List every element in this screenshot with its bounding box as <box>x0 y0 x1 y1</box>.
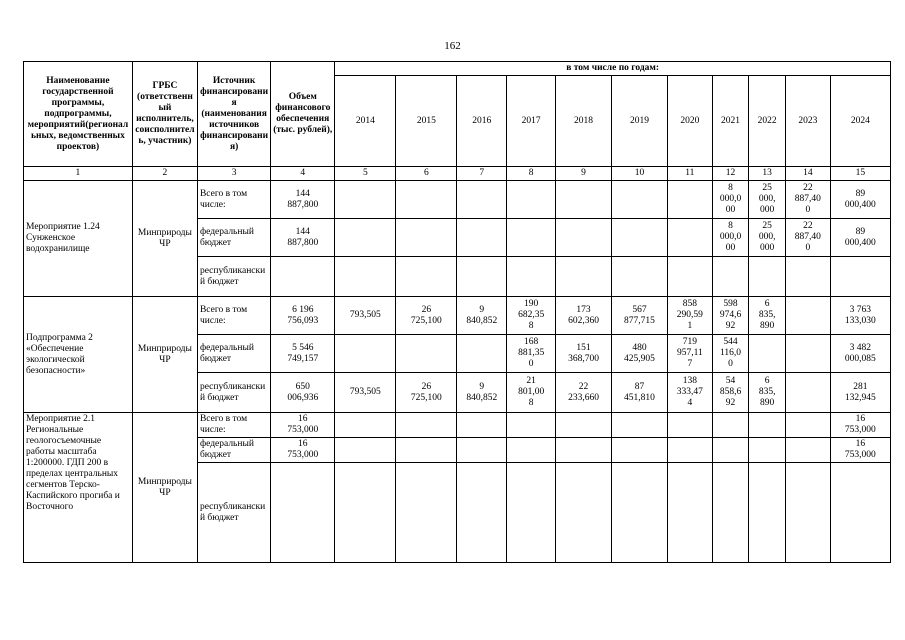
year-amount-cell <box>667 413 712 438</box>
year-amount-cell: 793,505 <box>335 373 396 413</box>
year-amount-cell: 26 725,100 <box>396 373 457 413</box>
year-amount-cell <box>396 181 457 219</box>
header-year: 2020 <box>667 76 712 167</box>
header-year: 2021 <box>712 76 749 167</box>
year-amount-cell <box>785 335 830 373</box>
funding-total-cell: 144 887,800 <box>271 219 335 257</box>
year-amount-cell <box>749 463 786 563</box>
year-amount-cell <box>667 463 712 563</box>
year-amount-cell <box>396 438 457 463</box>
year-amount-cell <box>396 257 457 297</box>
year-amount-cell: 9 840,852 <box>457 373 507 413</box>
year-amount-cell: 3 763 133,030 <box>830 297 890 335</box>
grbs-cell: Минприроды ЧР <box>132 297 197 413</box>
column-number: 8 <box>507 167 556 181</box>
column-number: 15 <box>830 167 890 181</box>
year-amount-cell: 8 000,0 00 <box>712 181 749 219</box>
year-amount-cell <box>785 438 830 463</box>
grbs-cell: Минприроды ЧР <box>132 181 197 297</box>
year-amount-cell <box>457 257 507 297</box>
year-amount-cell <box>749 257 786 297</box>
year-amount-cell: 6 835, 890 <box>749 297 786 335</box>
year-amount-cell: 168 881,35 0 <box>507 335 556 373</box>
year-amount-cell <box>785 413 830 438</box>
year-amount-cell: 6 835, 890 <box>749 373 786 413</box>
column-number: 13 <box>749 167 786 181</box>
year-amount-cell: 9 840,852 <box>457 297 507 335</box>
year-amount-cell <box>612 181 668 219</box>
year-amount-cell <box>712 438 749 463</box>
year-amount-cell: 26 725,100 <box>396 297 457 335</box>
year-amount-cell: 25 000, 000 <box>749 181 786 219</box>
funding-total-cell: 6 196 756,093 <box>271 297 335 335</box>
funding-total-cell <box>271 257 335 297</box>
header-year: 2015 <box>396 76 457 167</box>
year-amount-cell: 190 682,35 8 <box>507 297 556 335</box>
column-number: 5 <box>335 167 396 181</box>
year-amount-cell <box>457 181 507 219</box>
year-amount-cell <box>507 413 556 438</box>
column-number: 3 <box>197 167 270 181</box>
year-amount-cell: 598 974,6 92 <box>712 297 749 335</box>
funding-total-cell: 650 006,936 <box>271 373 335 413</box>
year-amount-cell <box>335 257 396 297</box>
year-amount-cell <box>749 335 786 373</box>
funding-source-cell: Всего в том числе: <box>197 297 270 335</box>
year-amount-cell <box>507 219 556 257</box>
budget-table <box>23 61 891 563</box>
program-name-cell: Мероприятие 2.1 Региональные геологосъемочные работы масштаба 1:200000. ГДП 200 в пределах центральных сегментов Терско-Каспийского прогиба и Восточного <box>24 413 133 563</box>
year-amount-cell: 8 000,0 00 <box>712 219 749 257</box>
year-amount-cell <box>507 181 556 219</box>
year-amount-cell <box>396 413 457 438</box>
year-amount-cell: 25 000, 000 <box>749 219 786 257</box>
year-amount-cell <box>612 463 668 563</box>
header-funding-source: Источник финансирования (наименования источников финансирования) <box>197 62 270 167</box>
year-amount-cell <box>335 438 396 463</box>
year-amount-cell <box>457 219 507 257</box>
header-year: 2019 <box>612 76 668 167</box>
funding-source-cell: федеральный бюджет <box>197 219 270 257</box>
year-amount-cell: 719 957,11 7 <box>667 335 712 373</box>
funding-total-cell: 144 887,800 <box>271 181 335 219</box>
column-number: 11 <box>667 167 712 181</box>
header-year: 2018 <box>556 76 612 167</box>
column-number: 10 <box>612 167 668 181</box>
year-amount-cell: 567 877,715 <box>612 297 668 335</box>
year-amount-cell <box>749 438 786 463</box>
header-year: 2023 <box>785 76 830 167</box>
year-amount-cell <box>830 463 890 563</box>
year-amount-cell: 138 333,47 4 <box>667 373 712 413</box>
header-year: 2024 <box>830 76 890 167</box>
year-amount-cell: 173 602,360 <box>556 297 612 335</box>
year-amount-cell: 544 116,0 0 <box>712 335 749 373</box>
year-amount-cell <box>667 257 712 297</box>
column-number: 9 <box>556 167 612 181</box>
year-amount-cell <box>612 257 668 297</box>
year-amount-cell <box>667 219 712 257</box>
year-amount-cell <box>507 463 556 563</box>
year-amount-cell: 89 000,400 <box>830 219 890 257</box>
year-amount-cell: 22 233,660 <box>556 373 612 413</box>
header-funding-volume: Объем финансового обеспечения (тыс. рублей), <box>271 62 335 167</box>
year-amount-cell <box>396 335 457 373</box>
year-amount-cell <box>556 463 612 563</box>
table-row <box>24 181 891 219</box>
year-amount-cell <box>556 257 612 297</box>
year-amount-cell: 54 858,6 92 <box>712 373 749 413</box>
year-amount-cell <box>556 413 612 438</box>
table-row <box>24 413 891 438</box>
year-amount-cell <box>830 257 890 297</box>
header-grbs: ГРБС (ответственный исполнитель, соисполнитель, участник) <box>132 62 197 167</box>
header-year: 2022 <box>749 76 786 167</box>
funding-total-cell: 5 546 749,157 <box>271 335 335 373</box>
year-amount-cell <box>507 438 556 463</box>
table-body <box>24 167 891 563</box>
header-program-name: Наименование государственной программы, подпрограммы, мероприятий(региональных, ведомственных проектов) <box>24 62 133 167</box>
funding-source-cell: республиканский бюджет <box>197 257 270 297</box>
column-number-row <box>24 167 891 181</box>
funding-total-cell <box>271 463 335 563</box>
year-amount-cell <box>667 438 712 463</box>
funding-total-cell: 16 753,000 <box>271 438 335 463</box>
year-amount-cell <box>749 413 786 438</box>
header-year: 2017 <box>507 76 556 167</box>
year-amount-cell <box>785 257 830 297</box>
year-amount-cell <box>396 463 457 563</box>
year-amount-cell <box>335 463 396 563</box>
column-number: 7 <box>457 167 507 181</box>
year-amount-cell <box>785 297 830 335</box>
year-amount-cell: 858 290,59 1 <box>667 297 712 335</box>
funding-source-cell: федеральный бюджет <box>197 438 270 463</box>
year-amount-cell <box>507 257 556 297</box>
year-amount-cell <box>457 335 507 373</box>
year-amount-cell <box>785 463 830 563</box>
year-amount-cell <box>612 413 668 438</box>
table-header <box>24 62 891 167</box>
header-year: 2014 <box>335 76 396 167</box>
year-amount-cell: 21 801,00 8 <box>507 373 556 413</box>
year-amount-cell <box>612 438 668 463</box>
page-number: 162 <box>444 40 461 52</box>
year-amount-cell <box>335 335 396 373</box>
year-amount-cell <box>712 463 749 563</box>
year-amount-cell: 16 753,000 <box>830 413 890 438</box>
column-number: 12 <box>712 167 749 181</box>
year-amount-cell <box>335 413 396 438</box>
column-number: 4 <box>271 167 335 181</box>
year-amount-cell <box>712 257 749 297</box>
funding-source-cell: республиканский бюджет <box>197 463 270 563</box>
column-number: 1 <box>24 167 133 181</box>
header-year: 2016 <box>457 76 507 167</box>
year-amount-cell <box>556 438 612 463</box>
program-name-cell: Подпрограмма 2 «Обеспечение экологической безопасности» <box>24 297 133 413</box>
year-amount-cell <box>556 181 612 219</box>
year-amount-cell <box>712 413 749 438</box>
year-amount-cell <box>457 438 507 463</box>
column-number: 2 <box>132 167 197 181</box>
funding-source-cell: республиканский бюджет <box>197 373 270 413</box>
year-amount-cell: 22 887,40 0 <box>785 181 830 219</box>
column-number: 6 <box>396 167 457 181</box>
funding-source-cell: федеральный бюджет <box>197 335 270 373</box>
year-amount-cell <box>457 413 507 438</box>
grbs-cell: Минприроды ЧР <box>132 413 197 563</box>
column-number: 14 <box>785 167 830 181</box>
year-amount-cell: 281 132,945 <box>830 373 890 413</box>
program-name-cell: Мероприятие 1.24 Сунженское водохранилище <box>24 181 133 297</box>
year-amount-cell <box>612 219 668 257</box>
header-by-years: в том числе по годам: <box>335 62 891 76</box>
funding-source-cell: Всего в том числе: <box>197 181 270 219</box>
year-amount-cell: 151 368,700 <box>556 335 612 373</box>
year-amount-cell: 87 451,810 <box>612 373 668 413</box>
year-amount-cell: 793,505 <box>335 297 396 335</box>
funding-source-cell: Всего в том числе: <box>197 413 270 438</box>
year-amount-cell: 480 425,905 <box>612 335 668 373</box>
table-row <box>24 297 891 335</box>
year-amount-cell <box>335 181 396 219</box>
year-amount-cell: 3 482 000,085 <box>830 335 890 373</box>
year-amount-cell: 89 000,400 <box>830 181 890 219</box>
year-amount-cell <box>335 219 396 257</box>
funding-total-cell: 16 753,000 <box>271 413 335 438</box>
year-amount-cell <box>667 181 712 219</box>
year-amount-cell <box>457 463 507 563</box>
year-amount-cell <box>785 373 830 413</box>
year-amount-cell: 22 887,40 0 <box>785 219 830 257</box>
year-amount-cell: 16 753,000 <box>830 438 890 463</box>
year-amount-cell <box>396 219 457 257</box>
year-amount-cell <box>556 219 612 257</box>
